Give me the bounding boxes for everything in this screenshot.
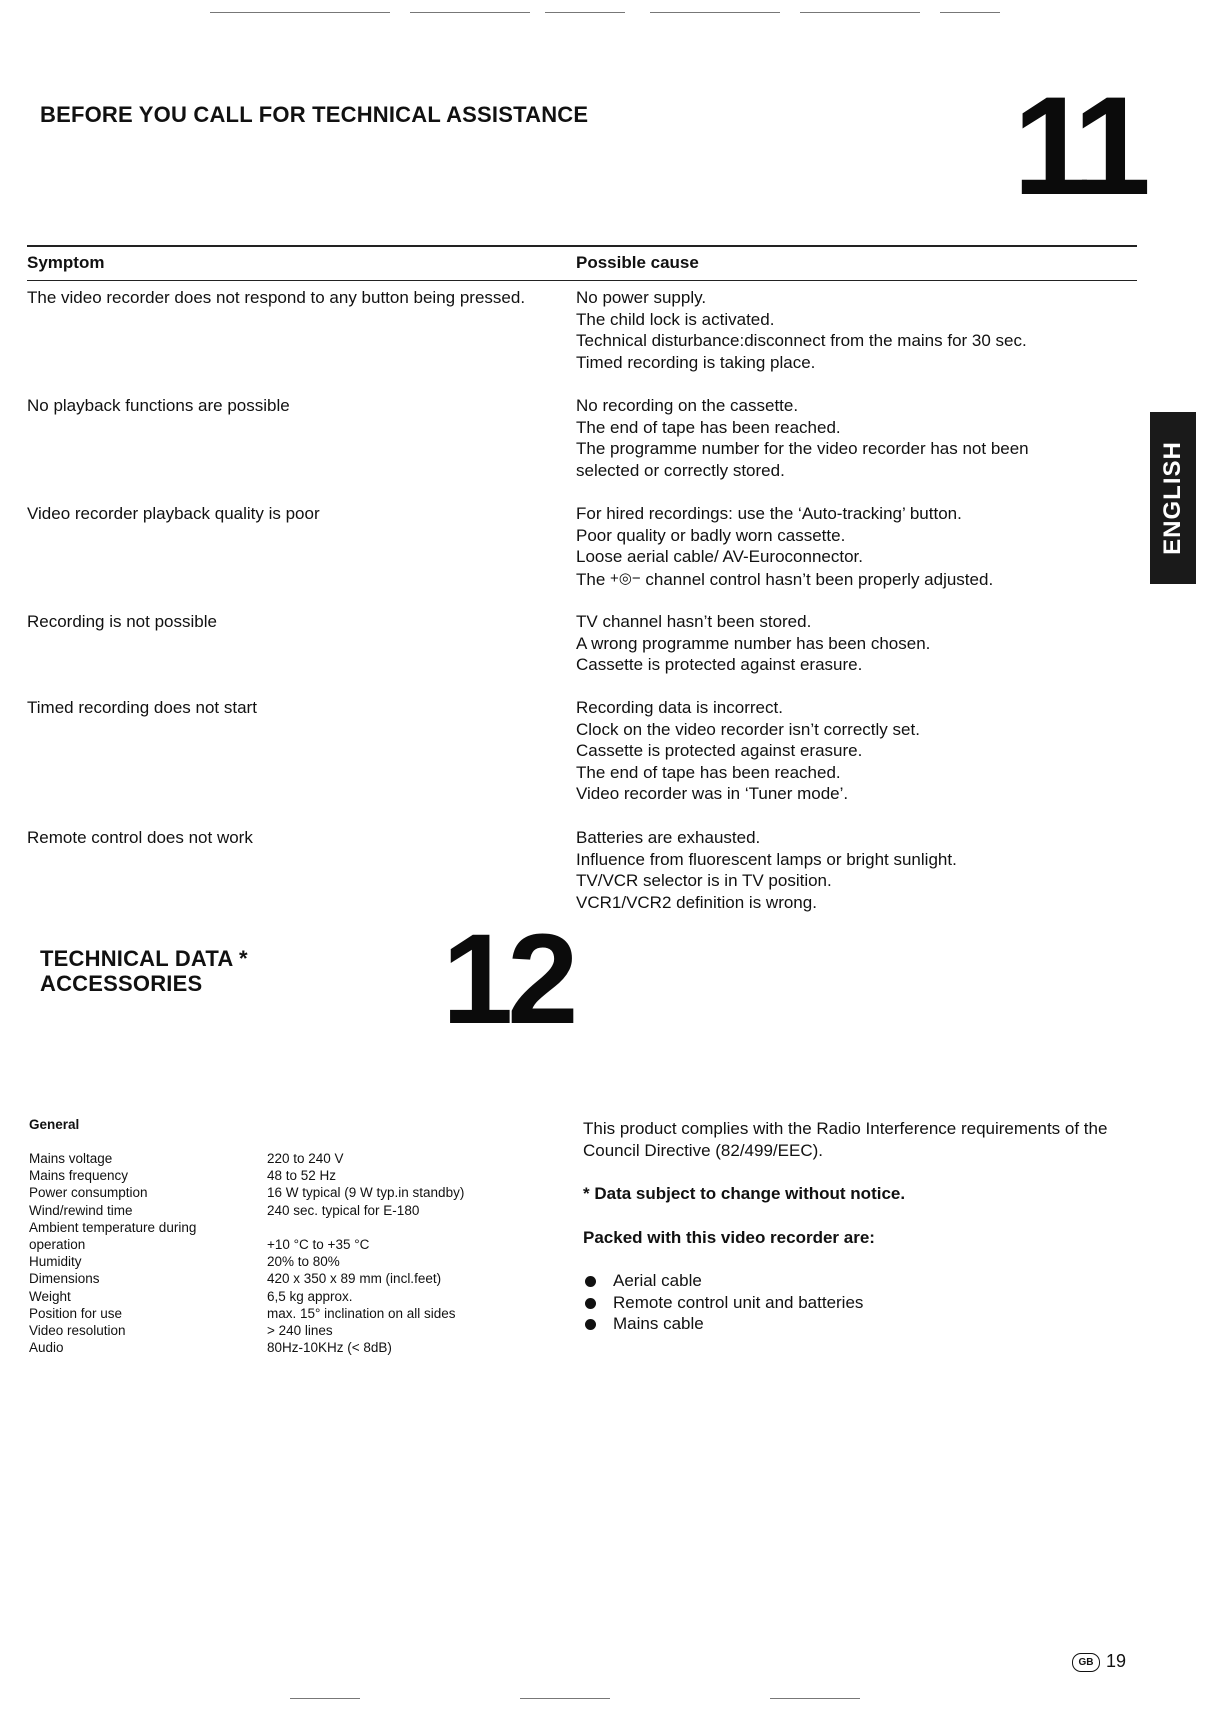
cause-item: TV channel hasn’t been stored. xyxy=(576,612,812,631)
spec-value: 16 W typical (9 W typ.in standby) xyxy=(267,1185,465,1201)
section-title: BEFORE YOU CALL FOR TECHNICAL ASSISTANCE xyxy=(40,102,589,127)
cause-prefix: The xyxy=(576,569,606,589)
compliance-text: This product complies with the Radio Interference requirements of the Council Directive (82/499/EEC). xyxy=(583,1119,1108,1160)
cause-suffix: channel control hasn’t been properly adjusted. xyxy=(645,569,994,589)
spec-label: Humidity xyxy=(29,1254,82,1270)
cause-item: The child lock is activated. xyxy=(576,309,775,329)
cause-item: Cassette is protected against erasure. xyxy=(576,655,863,674)
section-title-line2: ACCESSORIES xyxy=(40,971,203,996)
spec-value: 6,5 kg approx. xyxy=(267,1288,353,1304)
page-number: 19 xyxy=(1106,1651,1127,1671)
symptom-text: No playback functions are possible xyxy=(27,396,290,415)
cause-item: Timed recording is taking place. xyxy=(576,352,816,372)
table-header-rule xyxy=(27,280,1137,281)
spec-label: Video resolution xyxy=(29,1323,126,1339)
cause-list xyxy=(576,395,1136,481)
spec-label: Wind/rewind time xyxy=(29,1202,133,1218)
spec-value: > 240 lines xyxy=(267,1323,333,1339)
cause-item: Recording data is incorrect. xyxy=(576,698,783,717)
symptom-text: Timed recording does not start xyxy=(27,698,257,717)
section-number: 11 xyxy=(1013,67,1141,224)
cause-item: Video recorder was in ‘Tuner mode’. xyxy=(576,784,849,803)
list-item: Mains cable xyxy=(583,1313,1143,1335)
symptom-text: Remote control does not work xyxy=(27,828,253,847)
spec-label: Mains frequency xyxy=(29,1168,129,1184)
cause-list xyxy=(576,697,1136,805)
country-badge: GB xyxy=(1072,1653,1100,1672)
section-title-line1: TECHNICAL DATA * xyxy=(40,946,248,971)
data-notice: * Data subject to change without notice. xyxy=(583,1184,906,1203)
spec-value: 420 x 350 x 89 mm (incl.feet) xyxy=(267,1271,442,1287)
spec-labels xyxy=(29,1150,196,1356)
cause-item: Poor quality or badly worn cassette. xyxy=(576,525,846,545)
cause-item: The end of tape has been reached. xyxy=(576,762,841,782)
cause-item: Clock on the video recorder isn’t correctly set. xyxy=(576,719,920,739)
cause-item: No recording on the cassette. xyxy=(576,396,799,415)
symptom-text: Video recorder playback quality is poor xyxy=(27,504,320,523)
spec-label: Position for use xyxy=(29,1305,123,1321)
cause-item: TV/VCR selector is in TV position. xyxy=(576,871,832,890)
spec-value: 220 to 240 V xyxy=(267,1151,344,1166)
spec-values xyxy=(267,1150,464,1356)
spec-label: Mains voltage xyxy=(29,1151,113,1166)
bullet-icon xyxy=(585,1276,596,1287)
cause-item: The programme number for the video recorder has not been xyxy=(576,439,1029,458)
spec-label: Weight xyxy=(29,1288,71,1304)
bullet-icon xyxy=(585,1319,596,1330)
spec-value: 20% to 80% xyxy=(267,1254,340,1270)
symptom-header: Symptom xyxy=(27,253,105,272)
cause-item: For hired recordings: use the ‘Auto-tracking’ button. xyxy=(576,504,962,523)
packed-list xyxy=(583,1270,1143,1335)
language-tab-label: ENGLISH xyxy=(1159,441,1186,555)
spec-value: +10 °C to +35 °C xyxy=(267,1237,370,1252)
table-top-rule xyxy=(27,245,1137,247)
list-item: Aerial cable xyxy=(583,1270,1143,1292)
spec-label: Dimensions xyxy=(29,1271,100,1287)
spec-value xyxy=(267,1219,464,1236)
cause-list xyxy=(576,503,1136,590)
spec-value: max. 15° inclination on all sides xyxy=(267,1305,456,1321)
spec-label: operation xyxy=(29,1237,86,1253)
channel-control-icon: +◎− xyxy=(610,569,641,587)
spec-value: 80Hz-10KHz (< 8dB) xyxy=(267,1340,392,1356)
general-heading: General xyxy=(29,1117,80,1132)
spec-label: Audio xyxy=(29,1340,64,1356)
spec-label: Ambient temperature during xyxy=(29,1219,197,1235)
cause-item: No power supply. xyxy=(576,288,707,307)
cause-item: Batteries are exhausted. xyxy=(576,828,761,847)
cause-item: Cassette is protected against erasure. xyxy=(576,741,863,760)
language-tab xyxy=(1150,412,1196,584)
packed-heading: Packed with this video recorder are: xyxy=(583,1227,875,1247)
cause-item: VCR1/VCR2 definition is wrong. xyxy=(576,892,817,912)
cause-item: Loose aerial cable/ AV-Euroconnector. xyxy=(576,547,863,566)
cause-list xyxy=(576,827,1136,913)
cause-list xyxy=(576,287,1136,373)
cause-item: Influence from fluorescent lamps or bright sunlight. xyxy=(576,849,957,869)
spec-label: Power consumption xyxy=(29,1185,148,1201)
spec-value: 48 to 52 Hz xyxy=(267,1168,337,1184)
symptom-text: The video recorder does not respond to any button being pressed. xyxy=(27,288,526,307)
cause-item: Technical disturbance:disconnect from the mains for 30 sec. xyxy=(576,331,1027,350)
cause-item: A wrong programme number has been chosen. xyxy=(576,633,931,653)
section-number: 12 xyxy=(442,908,573,1051)
compliance-block xyxy=(583,1118,1143,1335)
cause-item: The end of tape has been reached. xyxy=(576,417,841,437)
symptom-text: Recording is not possible xyxy=(27,612,217,631)
spec-value: 240 sec. typical for E-180 xyxy=(267,1202,420,1218)
cause-item: selected or correctly stored. xyxy=(576,460,785,480)
list-item: Remote control unit and batteries xyxy=(583,1292,1143,1314)
cause-item xyxy=(576,568,1136,591)
bullet-icon xyxy=(585,1298,596,1309)
cause-header: Possible cause xyxy=(576,253,699,272)
cause-list xyxy=(576,611,1136,676)
